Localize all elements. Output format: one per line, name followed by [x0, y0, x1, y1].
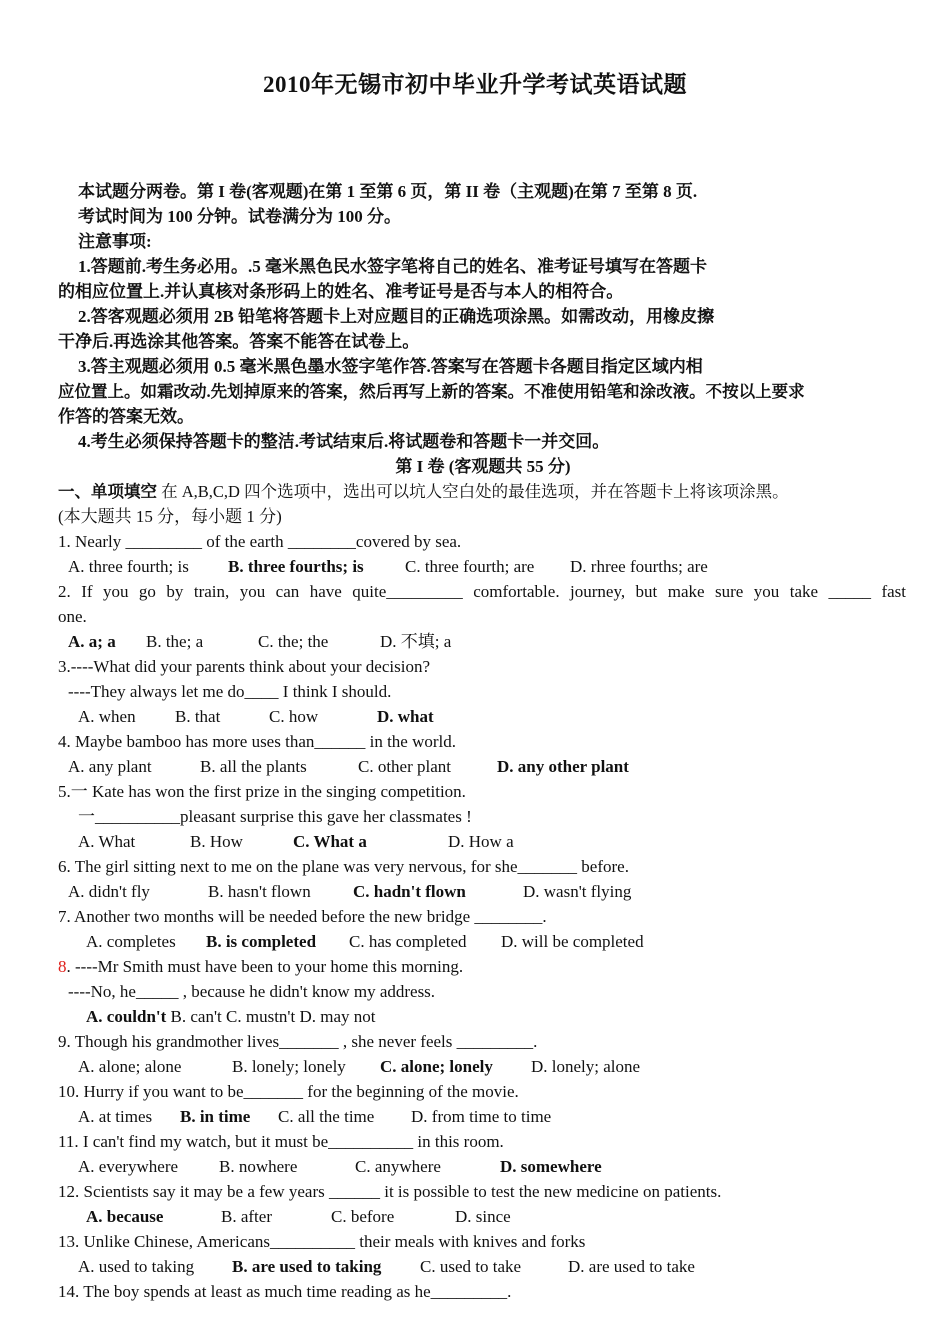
q9-option-d: D. lonely; alone: [531, 1057, 641, 1076]
q13-option-c: C. used to take: [420, 1257, 522, 1276]
question-9-options: [58, 1055, 928, 1079]
q3-option-d: D. what: [377, 707, 434, 726]
q11-option-d: D. somewhere: [500, 1157, 602, 1176]
question-2-stem-cont: one.: [58, 607, 87, 626]
question-12-stem: 12. Scientists say it may be a few years ______ it is possible to test the new medicine on patients.: [58, 1182, 722, 1201]
q8-options-rest: B. can't C. mustn't D. may not: [166, 1007, 376, 1026]
section-heading: 第 I 卷 (客观题共 55 分): [395, 457, 571, 476]
q10-option-a: A. at times: [78, 1107, 153, 1126]
question-9-stem: 9. Though his grandmother lives_______ , she never feels _________.: [58, 1032, 538, 1051]
question-3-stem-cont: ----They always let me do____ I think I should.: [68, 682, 392, 701]
question-4-stem: 4. Maybe bamboo has more uses than______ in the world.: [58, 732, 457, 751]
q2-option-b: B. the; a: [146, 632, 204, 651]
q1-option-b: B. three fourths; is: [228, 557, 364, 576]
question-6-options: [58, 880, 918, 904]
q3-option-a: A. when: [78, 707, 136, 726]
q6-option-b: B. hasn't flown: [208, 882, 311, 901]
q11-option-a: A. everywhere: [78, 1157, 179, 1176]
q1-option-d: D. rhree fourths; are: [570, 557, 708, 576]
notice-line-1: 本试题分两卷。第 I 卷(客观题)在第 1 至第 6 页，第 II 卷（主观题)在第 7 至第 8 页.: [78, 182, 698, 201]
q4-option-c: C. other plant: [358, 757, 452, 776]
question-2-stem: 2. If you go by train, you can have quite_________ comfortable. journey, but make sure you take _____ fast: [58, 582, 906, 601]
q8-option-a: A. couldn't: [86, 1007, 167, 1026]
question-8-stem-cont: ----No, he_____ , because he didn't know my address.: [68, 982, 436, 1001]
question-7-options: [58, 930, 936, 954]
question-13-stem: 13. Unlike Chinese, Americans__________ their meals with knives and forks: [58, 1232, 586, 1251]
q9-option-b: B. lonely; lonely: [232, 1057, 346, 1076]
notice-item-1a: 1.答题前.考生务必用。.5 毫米黑色民水签字笔将自己的姓名、准考证号填写在答题卡: [78, 257, 707, 276]
notice-heading: 注意事项:: [78, 232, 152, 251]
notice-item-1b: 的相应位置上.并认真核对条形码上的姓名、准考证号是否与本人的相符合。: [58, 282, 624, 301]
q6-option-d: D. wasn't flying: [523, 882, 632, 901]
page-title: 2010年无锡市初中毕业升学考试英语试题: [263, 72, 687, 97]
q13-option-d: D. are used to take: [568, 1257, 695, 1276]
part-note: (本大题共 15 分，每小题 1 分): [58, 507, 282, 526]
notice-line-2: 考试时间为 100 分钟。试卷满分为 100 分。: [78, 207, 401, 226]
question-1-stem: 1. Nearly _________ of the earth ________covered by sea.: [58, 532, 462, 551]
q7-option-a: A. completes: [86, 932, 176, 951]
q7-option-b: B. is completed: [206, 932, 317, 951]
q8-number: 8: [58, 957, 67, 976]
notice-item-2a: 2.答客观题必须用 2B 铅笔将答题卡上对应题目的正确选项涂黑。如需改动，用橡皮擦: [78, 307, 715, 326]
part-label: 一、单项填空: [58, 482, 157, 501]
question-12-options: [58, 1205, 936, 1229]
notice-item-3c: 作答的答案无效。: [58, 407, 194, 426]
q8-stem-text: . ----Mr Smith must have been to your home this morning.: [66, 957, 464, 976]
question-5-stem: 5.一 Kate has won the first prize in the singing competition.: [58, 782, 466, 801]
q7-option-d: D. will be completed: [501, 932, 644, 951]
notice-item-3b: 应位置上。如霜改动.先划掉原来的答案，然后再写上新的答案。不准使用铅笔和涂改液。不按以上要求: [58, 382, 805, 401]
question-3-stem: 3.----What did your parents think about your decision?: [58, 657, 431, 676]
q11-option-b: B. nowhere: [219, 1157, 298, 1176]
q4-option-b: B. all the plants: [200, 757, 307, 776]
notice-item-2b: 干净后.再选涂其他答案。答案不能答在试卷上。: [58, 332, 420, 351]
question-8-options: [58, 1005, 936, 1029]
question-11-stem: 11. I can't find my watch, but it must be__________ in this room.: [58, 1132, 504, 1151]
q5-option-c: C. What a: [293, 832, 367, 851]
q9-option-a: A. alone; alone: [78, 1057, 182, 1076]
part-description: 在 A,B,C,D 四个选项中，选出可以坑人空白处的最佳选项，并在答题卡上将该项涂黑。: [157, 482, 789, 501]
q11-option-c: C. anywhere: [355, 1157, 441, 1176]
q4-option-a: A. any plant: [68, 757, 152, 776]
question-10-stem: 10. Hurry if you want to be_______ for the beginning of the movie.: [58, 1082, 519, 1101]
q6-option-c: C. hadn't flown: [353, 882, 466, 901]
q4-option-d: D. any other plant: [497, 757, 629, 776]
q2-option-a: A. a; a: [68, 632, 116, 651]
notice-item-3a: 3.答主观题必须用 0.5 毫米黑色墨水签字笔作答.答案写在答题卡各题目指定区域内相: [78, 357, 703, 376]
q2-option-c: C. the; the: [258, 632, 329, 651]
question-5-options: [58, 830, 928, 854]
question-5-stem-cont: 一__________pleasant surprise this gave her classmates !: [78, 807, 472, 826]
question-13-options: [58, 1255, 928, 1279]
notice-item-4: 4.考生必须保持答题卡的整洁.考试结束后.将试题卷和答题卡一并交回。: [78, 432, 610, 451]
q13-option-a: A. used to taking: [78, 1257, 195, 1276]
q12-option-a: A. because: [86, 1207, 164, 1226]
question-1-options: [58, 555, 918, 579]
q5-option-b: B. How: [190, 832, 243, 851]
q5-option-d: D. How a: [448, 832, 514, 851]
question-10-options: [58, 1105, 928, 1129]
q5-option-a: A. What: [78, 832, 136, 851]
q3-option-c: C. how: [269, 707, 319, 726]
q10-option-b: B. in time: [180, 1107, 251, 1126]
question-3-options: [58, 705, 928, 729]
q1-option-c: C. three fourth; are: [405, 557, 535, 576]
question-14-stem: 14. The boy spends at least as much time reading as he_________.: [58, 1282, 512, 1301]
q10-option-c: C. all the time: [278, 1107, 375, 1126]
question-7-stem: 7. Another two months will be needed before the new bridge ________.: [58, 907, 547, 926]
part-intro: [58, 480, 908, 504]
question-8-stem: [58, 955, 908, 979]
q7-option-c: C. has completed: [349, 932, 467, 951]
q12-option-d: D. since: [455, 1207, 511, 1226]
q6-option-a: A. didn't fly: [68, 882, 150, 901]
q2-option-d: D. 不填; a: [380, 632, 452, 651]
question-6-stem: 6. The girl sitting next to me on the plane was very nervous, for she_______ before.: [58, 857, 629, 876]
q12-option-c: C. before: [331, 1207, 395, 1226]
question-2-options: [58, 630, 918, 654]
question-4-options: [58, 755, 918, 779]
q13-option-b: B. are used to taking: [232, 1257, 382, 1276]
q1-option-a: A. three fourth; is: [68, 557, 189, 576]
q9-option-c: C. alone; lonely: [380, 1057, 493, 1076]
question-11-options: [58, 1155, 928, 1179]
q3-option-b: B. that: [175, 707, 221, 726]
q12-option-b: B. after: [221, 1207, 272, 1226]
q10-option-d: D. from time to time: [411, 1107, 552, 1126]
